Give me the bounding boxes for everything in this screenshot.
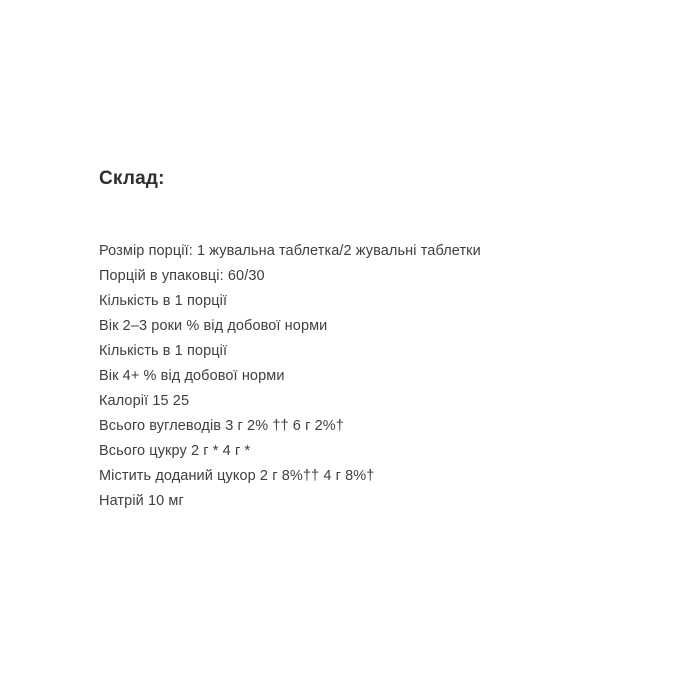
list-item: Містить доданий цукор 2 г 8%†† 4 г 8%†: [99, 467, 375, 484]
list-item: Розмір порції: 1 жувальна таблетка/2 жувальні таблетки: [99, 242, 481, 259]
page-title: Склад:: [99, 168, 165, 189]
list-item: Вік 4+ % від добової норми: [99, 367, 285, 384]
list-item: Кількість в 1 порції: [99, 342, 228, 359]
list-item: Калорії 15 25: [99, 392, 190, 409]
list-item: Всього цукру 2 г * 4 г *: [99, 442, 251, 459]
supplement-facts-list: [99, 239, 619, 514]
list-item: Порцій в упаковці: 60/30: [99, 267, 265, 284]
list-item: Кількість в 1 порції: [99, 292, 228, 309]
list-item: Натрій 10 мг: [99, 492, 184, 509]
list-item: Вік 2–3 роки % від добової норми: [99, 317, 328, 334]
list-item: Всього вуглеводів 3 г 2% †† 6 г 2%†: [99, 417, 344, 434]
supplement-facts-block: [99, 168, 619, 514]
